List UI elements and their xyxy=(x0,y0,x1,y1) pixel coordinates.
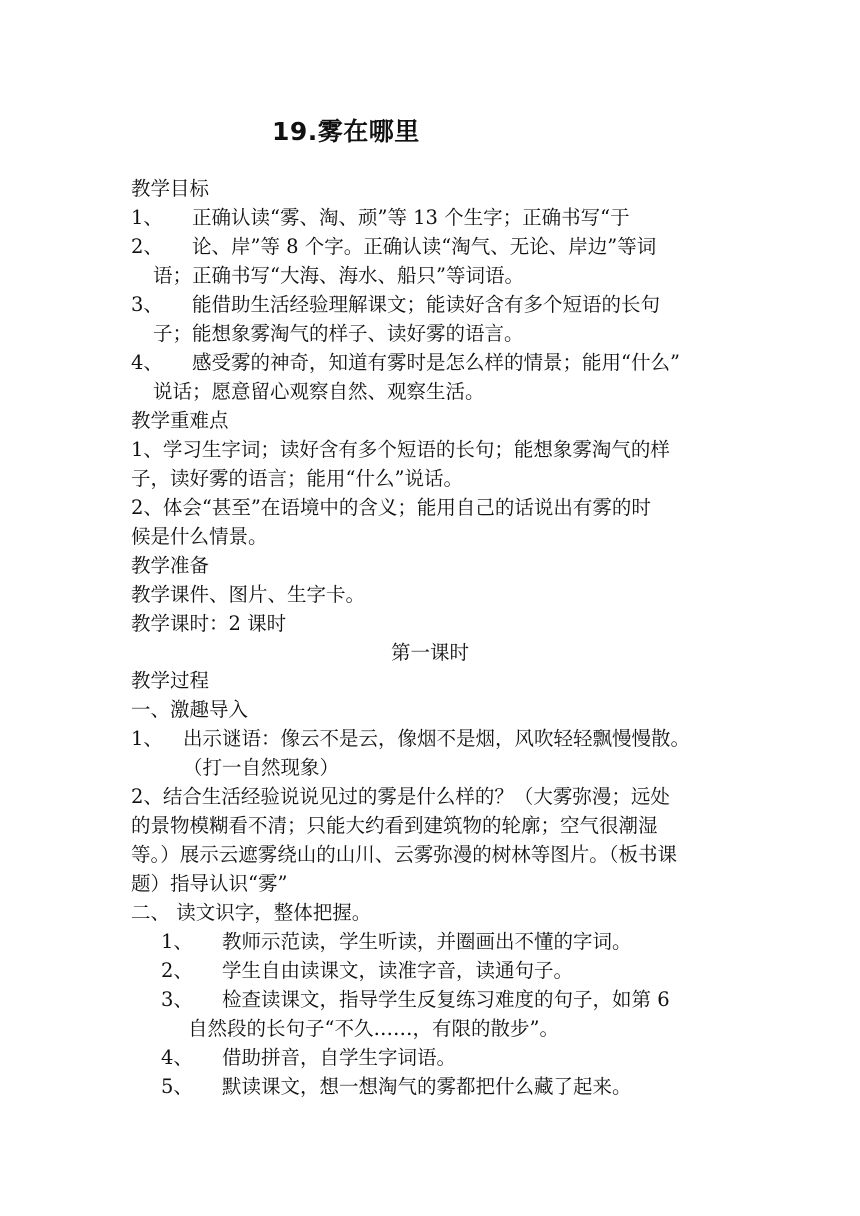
goal-3-number: 3、 xyxy=(131,293,163,316)
part-1-item-2-line: 2、结合生活经验说说见过的雾是什么样的？（大雾弥漫；远处 xyxy=(131,785,670,808)
goal-1-text: 正确认读“雾、淘、顽”等 13 个生字；正确书写“于 xyxy=(192,206,630,229)
key-point-1-cont: 子，读好雾的语言；能用“什么”说话。 xyxy=(131,467,463,490)
part-2-item-1-text: 教师示范读，学生听读，并圈画出不懂的字词。 xyxy=(222,930,632,953)
part-1-item-1-number: 1、 xyxy=(131,727,163,750)
lesson-heading: 第一课时 xyxy=(390,641,469,664)
preparation-text: 教学课件、图片、生字卡。 xyxy=(131,583,366,606)
goal-3-text: 能借助生活经验理解课文；能读好含有多个短语的长句 xyxy=(192,293,661,316)
part-2-item-5-text: 默读课文，想一想淘气的雾都把什么藏了起来。 xyxy=(222,1075,632,1098)
goal-4-text: 感受雾的神奇，知道有雾时是怎么样的情景；能用“什么” xyxy=(192,351,680,374)
part-2-item-3-number: 3、 xyxy=(161,988,193,1011)
section-heading-goals: 教学目标 xyxy=(131,177,210,200)
part-2-heading: 二、 读文识字，整体把握。 xyxy=(131,901,372,924)
part-2-item-2-text: 学生自由读课文，读准字音，读通句子。 xyxy=(222,959,574,982)
section-heading-key-points: 教学重难点 xyxy=(131,409,229,432)
part-2-item-4-text: 借助拼音，自学生字词语。 xyxy=(222,1046,457,1069)
part-1-item-2-line: 题）指导认识“雾” xyxy=(131,872,288,895)
goal-3-text-cont: 子；能想象雾淘气的样子、读好雾的语言。 xyxy=(153,322,524,345)
part-1-heading: 一、激趣导入 xyxy=(131,698,249,721)
part-1-item-1-text-cont: （打一自然现象） xyxy=(183,756,340,779)
part-2-item-4-number: 4、 xyxy=(161,1046,193,1069)
part-1-item-2-line: 的景物模糊看不清；只能大约看到建筑物的轮廓；空气很潮湿 xyxy=(131,814,658,837)
part-2-item-1-number: 1、 xyxy=(161,930,193,953)
lesson-hours-text: 教学课时：2 课时 xyxy=(131,612,287,635)
part-2-item-3-text: 检查读课文，指导学生反复练习难度的句子，如第 6 xyxy=(222,988,670,1011)
document-title: 19.雾在哪里 xyxy=(272,117,420,146)
goal-2-text-cont: 语；正确书写“大海、海水、船只”等词语。 xyxy=(153,264,524,287)
part-2-item-3-text-cont: 自然段的长句子“不久……，有限的散步”。 xyxy=(188,1017,559,1040)
goal-1-number: 1、 xyxy=(131,206,163,229)
section-heading-process: 教学过程 xyxy=(131,669,210,692)
section-heading-preparation: 教学准备 xyxy=(131,554,210,577)
part-1-item-1-text: 出示谜语：像云不是云，像烟不是烟，风吹轻轻飘慢慢散。 xyxy=(183,727,691,750)
key-point-1: 1、学习生字词；读好含有多个短语的长句；能想象雾淘气的样 xyxy=(131,438,670,461)
part-2-item-5-number: 5、 xyxy=(161,1075,193,1098)
goal-2-number: 2、 xyxy=(131,235,163,258)
goal-4-text-cont: 说话；愿意留心观察自然、观察生活。 xyxy=(153,380,485,403)
key-point-2-cont: 候是什么情景。 xyxy=(131,525,268,548)
key-point-2: 2、体会“甚至”在语境中的含义；能用自己的话说出有雾的时 xyxy=(131,496,651,519)
goal-2-text: 论、岸”等 8 个字。正确认读“淘气、无论、岸边”等词 xyxy=(192,235,657,258)
part-1-item-2-line: 等。）展示云遮雾绕山的山川、云雾弥漫的树林等图片。（板书课 xyxy=(131,843,678,866)
goal-4-number: 4、 xyxy=(131,351,163,374)
part-2-item-2-number: 2、 xyxy=(161,959,193,982)
